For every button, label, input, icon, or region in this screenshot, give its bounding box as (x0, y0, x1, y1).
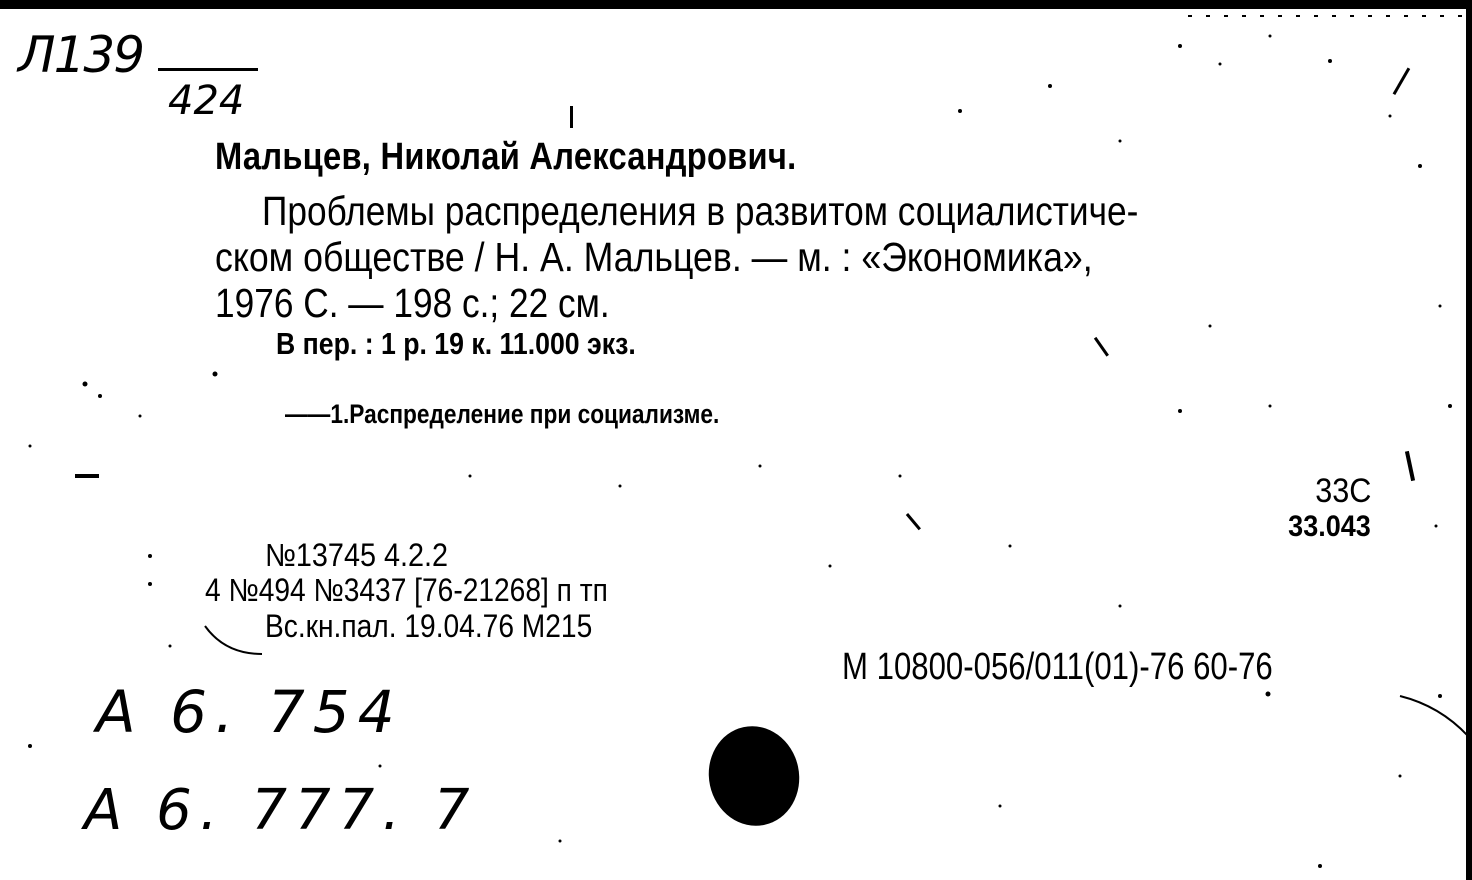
shelf-mark: Л139 (18, 26, 144, 84)
title-line-3: 1976 С. — 198 с.; 22 см. (215, 280, 610, 326)
title-line-1: Проблемы распределения в развитом социалистиче- (262, 188, 1139, 234)
author-heading: Мальцев, Николай Александрович. (215, 136, 797, 178)
publisher-code: М 10800-056/011(01)-76 60-76 (842, 646, 1273, 688)
accession-number-1: А 6. 754 (96, 678, 403, 746)
classification-code-detail: 33.043 (1288, 510, 1371, 543)
classification-code: 33С (1314, 472, 1371, 510)
price-line: В пер. : 1 р. 19 к. 11.000 экз. (276, 326, 636, 361)
record-line-1: №13745 4.2.2 (265, 537, 449, 573)
accession-number-2: А 6. 777. 7 (84, 778, 478, 843)
title-line-2: ском обществе / Н. А. Мальцев. — м. : «Экономика», (215, 234, 1093, 280)
subject-heading: ——1.Распределение при социализме. (285, 399, 720, 429)
shelf-mark-fraction-line (158, 68, 258, 71)
shelf-mark-denominator: 424 (168, 78, 245, 124)
record-line-3: Вс.кн.пал. 19.04.76 М215 (265, 608, 593, 644)
record-line-2: 4 №494 №3437 [76-21268] п тп (205, 572, 608, 608)
